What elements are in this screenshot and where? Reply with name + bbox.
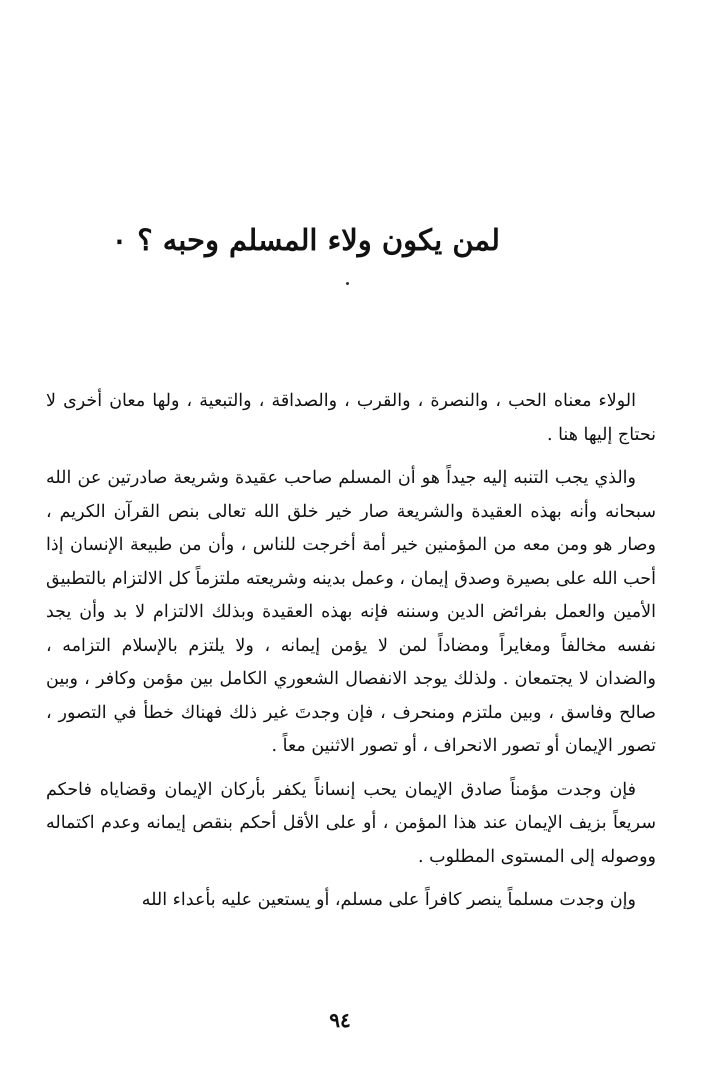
body-text bbox=[46, 385, 656, 918]
paragraph-3: فإن وجدت مؤمناً صادق الإيمان يحب إنساناً يكفر بأركان الإيمان وقضاياه فاحكم سريعاً بزيف الإيمان عند هذا المؤمن ، أو على الأقل أحكم بنقص إيمانه وعدم اكتماله ووصوله إلى المستوى المطلوب . bbox=[46, 779, 656, 867]
paragraph-1: الولاء معناه الحب ، والنصرة ، والقرب ، والصداقة ، والتبعية ، ولها معان أخرى لا نحتاج إليها هنا . bbox=[46, 391, 656, 445]
ornament-dot bbox=[346, 282, 349, 285]
page-number: ٩٤ bbox=[329, 1008, 351, 1032]
chapter-title: لمن يكون ولاء المسلم وحبه ؟ ٠ bbox=[111, 223, 500, 257]
paragraph-2: والذي يجب التنبه إليه جيداً هو أن المسلم صاحب عقيدة وشريعة صادرتين عن الله سبحانه وأنه بهذه العقيدة والشريعة صار خير خلق الله تعالى بنص القرآن الكريم ، وصار هو ومن معه من المؤمنين خير أمة أخرجت للناس ، وأن من طبيعة الإنسان إذا أحب الله على بصيرة وصدق إيمان ، وعمل بدينه وشريعته ملتزماً كل الالتزام بالتطبيق الأمين والعمل بفرائض الدين وسننه فإنه بهذه العقيدة وبذلك الالتزام لا بد وأن يجد نفسه مخالفاً ومغايراً ومضاداً لمن لا يؤمن إيمانه ، ولا يلتزم بالإسلام التزامه ، والضدان لا يجتمعان . ولذلك يوجد الانفصال الشعوري الكامل بين مؤمن وكافر ، وبين صالح وفاسق ، وبين ملتزم ومنحرف ، فإن وجدتَ غير ذلك فهناك خطأ في التصور ، تصور الإيمان أو تصور الانحراف ، أو تصور الاثنين معاً . bbox=[46, 468, 656, 756]
paragraph-4: وإن وجدت مسلماً ينصر كافراً على مسلم، أو يستعين عليه بأعداء الله bbox=[141, 890, 636, 910]
